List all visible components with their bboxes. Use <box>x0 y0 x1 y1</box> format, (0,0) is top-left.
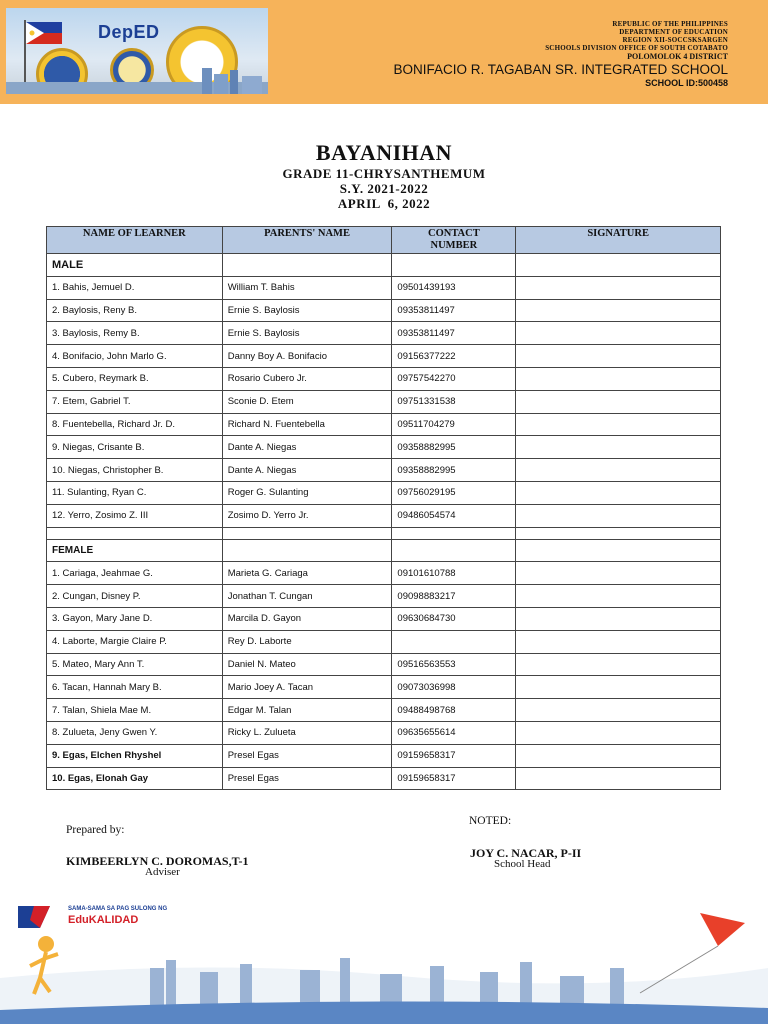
school-name: BONIFACIO R. TAGABAN SR. INTEGRATED SCHOOL <box>393 62 728 77</box>
signature-cell <box>516 767 721 790</box>
learner-name-cell: 6. Tacan, Hannah Mary B. <box>47 676 223 699</box>
contact-number-cell: 09488498768 <box>392 699 516 722</box>
table-row <box>47 721 721 744</box>
footer-tagline: SAMA-SAMA SA PAG SULONG NG <box>68 906 168 912</box>
table-row <box>47 562 721 585</box>
prepared-by-role: Adviser <box>145 866 180 878</box>
learner-roster-table <box>46 226 721 790</box>
contact-number-cell: 09073036998 <box>392 676 516 699</box>
signature-cell <box>516 585 721 608</box>
contact-number-cell: 09098883217 <box>392 585 516 608</box>
table-row <box>47 607 721 630</box>
document-title-block <box>0 140 768 211</box>
contact-number-cell: 09358882995 <box>392 459 516 482</box>
table-row <box>47 299 721 322</box>
parent-name-cell: Dante A. Niegas <box>222 436 392 459</box>
learner-name-cell: 3. Baylosis, Remy B. <box>47 322 223 345</box>
contact-number-cell: 09486054574 <box>392 504 516 527</box>
department-line: DEPARTMENT OF EDUCATION <box>619 28 728 36</box>
table-row <box>47 390 721 413</box>
contact-number-cell: 09757542270 <box>392 367 516 390</box>
contact-number-cell: 09159658317 <box>392 767 516 790</box>
footer-banner <box>0 898 768 1024</box>
signature-cell <box>516 299 721 322</box>
learner-name-cell: 4. Laborte, Margie Claire P. <box>47 630 223 653</box>
signature-cell <box>516 744 721 767</box>
learner-name-cell: 5. Cubero, Reymark B. <box>47 367 223 390</box>
parent-name-cell: Marieta G. Cariaga <box>222 562 392 585</box>
kite-icon <box>700 913 745 946</box>
republic-line: REPUBLIC OF THE PHILIPPINES <box>612 20 728 28</box>
letterhead-text <box>393 20 728 89</box>
letterhead-banner <box>0 0 768 104</box>
spacer-row <box>47 527 721 539</box>
parent-name-cell: Danny Boy A. Bonifacio <box>222 345 392 368</box>
signature-cell <box>516 653 721 676</box>
division-line: SCHOOLS DIVISION OFFICE OF SOUTH COTABATO <box>545 44 728 52</box>
signature-cell <box>516 322 721 345</box>
learner-name-cell: 11. Sulanting, Ryan C. <box>47 481 223 504</box>
learner-name-cell: 9. Egas, Elchen Rhyshel <box>47 744 223 767</box>
parent-name-cell: Ricky L. Zulueta <box>222 721 392 744</box>
table-row <box>47 481 721 504</box>
learner-name-cell: 5. Mateo, Mary Ann T. <box>47 653 223 676</box>
contact-number-cell: 09630684730 <box>392 607 516 630</box>
table-row <box>47 436 721 459</box>
parent-name-cell: Richard N. Fuentebella <box>222 413 392 436</box>
table-row <box>47 276 721 299</box>
parent-name-cell: Ernie S. Baylosis <box>222 299 392 322</box>
learner-name-cell: 10. Niegas, Christopher B. <box>47 459 223 482</box>
signature-cell <box>516 481 721 504</box>
learner-name-cell: 7. Talan, Shiela Mae M. <box>47 699 223 722</box>
table-row <box>47 699 721 722</box>
table-row <box>47 413 721 436</box>
table-row <box>47 767 721 790</box>
contact-number-cell <box>392 630 516 653</box>
learner-name-cell: 1. Cariaga, Jeahmae G. <box>47 562 223 585</box>
learner-name-cell: 4. Bonifacio, John Marlo G. <box>47 345 223 368</box>
parent-name-cell: Rosario Cubero Jr. <box>222 367 392 390</box>
signature-cell <box>516 459 721 482</box>
school-year: S.Y. 2021-2022 <box>339 181 429 196</box>
table-row <box>47 345 721 368</box>
contact-number-cell: 09159658317 <box>392 744 516 767</box>
contact-number-cell: 09751331538 <box>392 390 516 413</box>
document-date: APRIL 6, 2022 <box>337 196 431 211</box>
prepared-by-name: KIMBEERLYN C. DOROMAS,T-1 <box>66 854 249 868</box>
column-header-parent: PARENTS' NAME <box>222 227 392 254</box>
parent-name-cell: William T. Bahis <box>222 276 392 299</box>
signature-cell <box>516 607 721 630</box>
learner-name-cell: 10. Egas, Elonah Gay <box>47 767 223 790</box>
table-header-row <box>47 227 721 254</box>
signature-cell <box>516 345 721 368</box>
contact-number-cell: 09511704279 <box>392 413 516 436</box>
contact-number-cell: 09156377222 <box>392 345 516 368</box>
parent-name-cell: Dante A. Niegas <box>222 459 392 482</box>
parent-name-cell: Daniel N. Mateo <box>222 653 392 676</box>
learner-name-cell: 7. Etem, Gabriel T. <box>47 390 223 413</box>
signature-cell <box>516 367 721 390</box>
noted-label: NOTED: <box>469 815 512 827</box>
signature-cell <box>516 390 721 413</box>
learner-name-cell: 1. Bahis, Jemuel D. <box>47 276 223 299</box>
parent-name-cell: Zosimo D. Yerro Jr. <box>222 504 392 527</box>
signature-cell <box>516 562 721 585</box>
signature-cell <box>516 699 721 722</box>
banner-photo <box>6 8 268 94</box>
parent-name-cell: Presel Egas <box>222 767 392 790</box>
table-row <box>47 367 721 390</box>
female-section-label: FEMALE <box>47 539 223 562</box>
contact-number-cell: 09101610788 <box>392 562 516 585</box>
contact-number-cell: 09358882995 <box>392 436 516 459</box>
signature-cell <box>516 436 721 459</box>
table-row <box>47 744 721 767</box>
contact-number-cell: 09516563553 <box>392 653 516 676</box>
document-title: BAYANIHAN <box>315 140 453 165</box>
city-skyline-graphic <box>6 64 268 94</box>
female-section-row <box>47 539 721 562</box>
table-row <box>47 630 721 653</box>
table-row <box>47 504 721 527</box>
parent-name-cell: Edgar M. Talan <box>222 699 392 722</box>
deped-logo: DepED <box>98 22 160 42</box>
contact-number-cell: 09353811497 <box>392 299 516 322</box>
learner-name-cell: 8. Zulueta, Jeny Gwen Y. <box>47 721 223 744</box>
signature-cell <box>516 413 721 436</box>
parent-name-cell: Sconie D. Etem <box>222 390 392 413</box>
signature-cell <box>516 276 721 299</box>
table-row <box>47 459 721 482</box>
prepared-by-label: Prepared by: <box>66 824 125 836</box>
signature-cell <box>516 504 721 527</box>
parent-name-cell: Roger G. Sulanting <box>222 481 392 504</box>
school-id: SCHOOL ID:500458 <box>645 78 728 88</box>
parent-name-cell: Marcila D. Gayon <box>222 607 392 630</box>
table-row <box>47 322 721 345</box>
contact-number-cell: 09353811497 <box>392 322 516 345</box>
table-row <box>47 585 721 608</box>
parent-name-cell: Mario Joey A. Tacan <box>222 676 392 699</box>
learner-name-cell: 3. Gayon, Mary Jane D. <box>47 607 223 630</box>
male-section-label: MALE <box>47 254 223 277</box>
philippine-flag-icon <box>26 22 62 44</box>
learner-name-cell: 2. Cungan, Disney P. <box>47 585 223 608</box>
table-row <box>47 653 721 676</box>
contact-number-cell: 09501439193 <box>392 276 516 299</box>
footer-brand: EduKALIDAD <box>68 914 139 926</box>
column-header-contact: CONTACT NUMBER <box>392 227 516 254</box>
signature-cell <box>516 721 721 744</box>
signature-cell <box>516 630 721 653</box>
signature-cell <box>516 676 721 699</box>
male-section-row <box>47 254 721 277</box>
parent-name-cell: Rey D. Laborte <box>222 630 392 653</box>
learner-name-cell: 12. Yerro, Zosimo Z. III <box>47 504 223 527</box>
parent-name-cell: Ernie S. Baylosis <box>222 322 392 345</box>
parent-name-cell: Presel Egas <box>222 744 392 767</box>
learner-name-cell: 9. Niegas, Crisante B. <box>47 436 223 459</box>
grade-section: GRADE 11-CHRYSANTHEMUM <box>282 166 486 181</box>
learner-name-cell: 8. Fuentebella, Richard Jr. D. <box>47 413 223 436</box>
column-header-signature: SIGNATURE <box>516 227 721 254</box>
contact-number-cell: 09756029195 <box>392 481 516 504</box>
table-row <box>47 676 721 699</box>
column-header-learner: NAME OF LEARNER <box>47 227 223 254</box>
noted-by-role: School Head <box>494 858 551 870</box>
contact-number-cell: 09635655614 <box>392 721 516 744</box>
district-line: POLOMOLOK 4 DISTRICT <box>627 52 728 61</box>
learner-name-cell: 2. Baylosis, Reny B. <box>47 299 223 322</box>
region-line: REGION XII-SOCCSKSARGEN <box>622 36 728 44</box>
noted-by-name: JOY C. NACAR, P-II <box>470 846 582 860</box>
parent-name-cell: Jonathan T. Cungan <box>222 585 392 608</box>
